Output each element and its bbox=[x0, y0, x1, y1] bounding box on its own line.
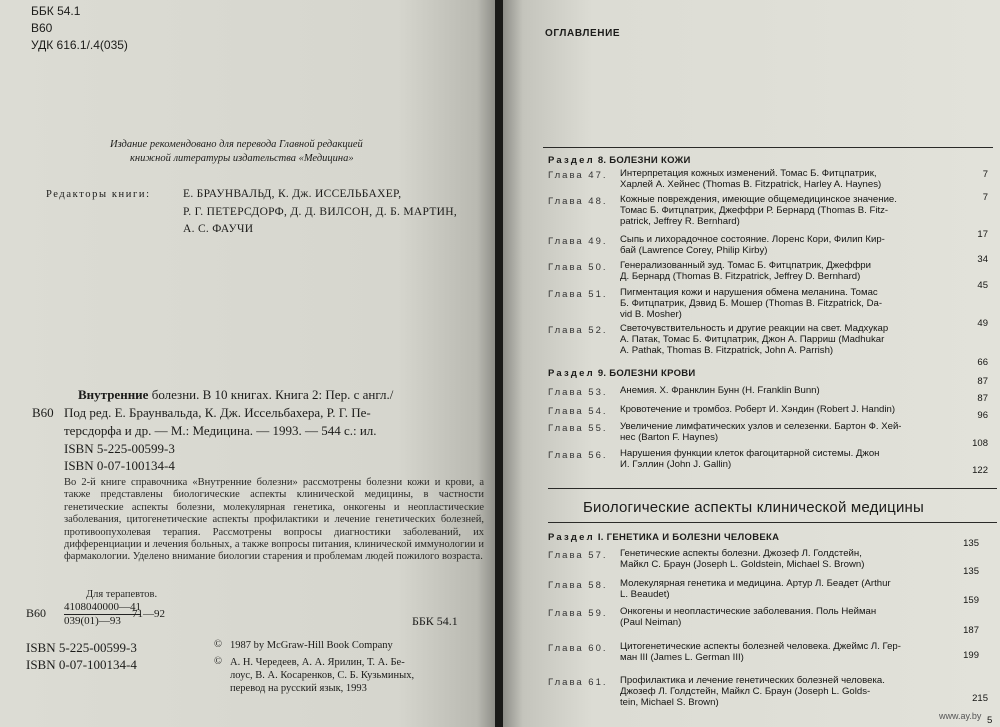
page-number: 135 bbox=[963, 538, 979, 549]
catalog-line: Под ред. Е. Браунвальда, К. Дж. Иссельбахера, Р. Г. Пе- bbox=[64, 405, 371, 420]
left-page bbox=[0, 0, 497, 727]
bbk-bottom: ББК 54.1 bbox=[412, 614, 458, 628]
editors-line: Р. Г. ПЕТЕРСДОРФ, Д. Д. ВИЛСОН, Д. Б. МАРТИН, bbox=[183, 206, 458, 218]
editors-line: А. С. ФАУЧИ bbox=[183, 223, 254, 235]
audience-text: Для терапевтов. bbox=[86, 589, 158, 600]
page-number: 215 bbox=[972, 693, 988, 704]
chapter-text: Майкл С. Браун (Joseph L. Goldstein, Michael S. Brown) bbox=[620, 559, 865, 570]
page-number: 49 bbox=[977, 318, 988, 329]
chapter-text: Молекулярная генетика и медицина. Артур Л. Беадет (Arthur bbox=[620, 578, 891, 589]
isbn-bottom: ISBN 5-225-00599-3 bbox=[26, 640, 137, 655]
chapter-text: И. Гэллин (John J. Gallin) bbox=[620, 459, 732, 470]
toc-header: ОГЛАВЛЕНИЕ bbox=[545, 28, 621, 39]
chapter-text: Цитогенетические аспекты болезней человека. Джеймс Л. Гер- bbox=[620, 641, 901, 652]
watermark: www.ay.by bbox=[939, 711, 982, 721]
section-heading bbox=[548, 532, 779, 543]
part-rule-bottom bbox=[548, 522, 997, 523]
chapter-label: Глава 52. bbox=[548, 325, 608, 336]
copyright-line: А. Н. Чередеев, А. А. Ярилин, Т. А. Бе- bbox=[230, 657, 405, 668]
chapter-text: Генетические аспекты болезни. Джозеф Л. Голдстейн, bbox=[620, 548, 862, 559]
catalog-title bbox=[78, 386, 393, 403]
bib-denominator: 039(01)—93 bbox=[64, 615, 121, 627]
catalog-code: В60 bbox=[32, 405, 54, 420]
page-number: 87 bbox=[977, 393, 988, 404]
part-title: Биологические аспекты клинической медицины bbox=[583, 499, 925, 516]
chapter-text: Кожные повреждения, имеющие общемедицинское значение. bbox=[620, 194, 897, 205]
chapter-text: Профилактика и лечение генетических болезней человека. bbox=[620, 675, 885, 686]
editors-label: Редакторы книги: bbox=[46, 189, 151, 200]
chapter-text: tein, Michael S. Brown) bbox=[620, 697, 719, 708]
part-rule-top bbox=[548, 488, 997, 489]
chapter-text: Сыпь и лихорадочное состояние. Лоренс Кори, Филип Кир- bbox=[620, 234, 885, 245]
chapter-text: vid B. Mosher) bbox=[620, 309, 682, 320]
chapter-text: Д. Бернард (Thomas B. Fitzpatrick, Jeffrey D. Bernhard) bbox=[620, 271, 861, 282]
isbn-bottom: ISBN 0-07-100134-4 bbox=[26, 657, 137, 672]
copyright-symbol: © bbox=[214, 639, 222, 650]
bib-code: В60 bbox=[26, 606, 47, 620]
chapter-label: Глава 50. bbox=[548, 262, 608, 273]
chapter-text: нес (Barton F. Haynes) bbox=[620, 432, 719, 443]
section-title: 9. БОЛЕЗНИ КРОВИ bbox=[597, 368, 696, 379]
section-title: 8. БОЛЕЗНИ КОЖИ bbox=[597, 155, 691, 166]
section-heading bbox=[548, 155, 691, 166]
section-label: Раздел bbox=[548, 155, 595, 166]
section-heading bbox=[548, 368, 696, 379]
chapter-text: А. Патак, Томас Б. Фитцпатрик, Джон А. Парриш (Madhukar bbox=[620, 334, 885, 345]
chapter-label: Глава 57. bbox=[548, 550, 608, 561]
copyright-symbol: © bbox=[214, 656, 222, 667]
chapter-label: Глава 51. bbox=[548, 289, 608, 300]
page-number: 122 bbox=[972, 465, 988, 476]
catalog-title-rest: болезни. В 10 книгах. Книга 2: Пер. с англ./ bbox=[151, 387, 394, 402]
chapter-text: Харлей А. Хейнес (Thomas B. Fitzpatrick, Harley A. Haynes) bbox=[620, 179, 882, 190]
chapter-text: Анемия. Х. Франклин Бунн (H. Franklin Bunn) bbox=[620, 385, 820, 396]
catalog-isbn: ISBN 5-225-00599-3 bbox=[64, 441, 175, 456]
chapter-label: Глава 61. bbox=[548, 677, 608, 688]
chapter-label: Глава 48. bbox=[548, 196, 608, 207]
chapter-text: Джозеф Л. Голдстейн, Майкл С. Браун (Joseph L. Golds- bbox=[620, 686, 871, 697]
chapter-text: Пигментация кожи и нарушения обмена меланина. Томас bbox=[620, 287, 878, 298]
chapter-label: Глава 49. bbox=[548, 236, 608, 247]
page-number: 135 bbox=[963, 566, 979, 577]
chapter-text: бай (Lawrence Corey, Philip Kirby) bbox=[620, 245, 768, 256]
chapter-text: patrick, Jeffrey R. Bernhard) bbox=[620, 216, 740, 227]
toc-divider bbox=[543, 147, 993, 148]
bib-suffix: 71—92 bbox=[132, 608, 165, 620]
annotation-text: Во 2-й книге справочника «Внутренние болезни» рассмотрены болезни кожи и крови, а также представлены биологические аспекты клинической медицины, в частности генетические аспекты болезни, молекулярная генетика, онкогены и неопластические заболевания, цитогенетические аспекты профилактики и лечение генетических болезней, противоопухолевая терапия. Рассмотрены вопросы диагностики заболеваний, их дифференциации и лечения больных, а также вопросы питания, клинической иммунологии и фармакологии. Уделено внимание биологии старения и проблемам людей пожилого возраста. bbox=[64, 477, 484, 563]
page-number: 45 bbox=[977, 280, 988, 291]
editors-line: Е. БРАУНВАЛЬД, К. Дж. ИССЕЛЬБАХЕР, bbox=[183, 188, 402, 200]
section-label: Раздел bbox=[548, 368, 595, 379]
chapter-text: Увеличение лимфатических узлов и селезенки. Бартон Ф. Хей- bbox=[620, 421, 902, 432]
chapter-label: Глава 53. bbox=[548, 387, 608, 398]
chapter-label: Глава 60. bbox=[548, 643, 608, 654]
recommendation-line: книжной литературы издательства «Медицина» bbox=[130, 153, 354, 164]
chapter-text: L. Beaudet) bbox=[620, 589, 670, 600]
chapter-text: Интерпретация кожных изменений. Томас Б. Фитцпатрик, bbox=[620, 168, 877, 179]
chapter-text: (Paul Neiman) bbox=[620, 617, 682, 628]
chapter-text: Б. Фитцпатрик, Дэвид Б. Мошер (Thomas B. Fitzpatrick, Da- bbox=[620, 298, 883, 309]
catalog-line: терсдорфа и др. — М.: Медицина. — 1993. — 544 с.: ил. bbox=[64, 423, 377, 438]
chapter-text: Генерализованный зуд. Томас Б. Фитцпатрик, Джеффри bbox=[620, 260, 871, 271]
page-number: 199 bbox=[963, 650, 979, 661]
page-number: 34 bbox=[977, 254, 988, 265]
author-sign: В60 bbox=[31, 21, 53, 35]
bib-numerator: 4108040000—41 bbox=[64, 601, 141, 613]
chapter-text: Кровотечение и тромбоз. Роберт И. Хэндин (Robert J. Handin) bbox=[620, 404, 896, 415]
chapter-label: Глава 47. bbox=[548, 170, 608, 181]
copyright-line: лоус, В. А. Косаренков, С. Б. Кузьминых, bbox=[230, 670, 415, 681]
copyright-line: перевод на русский язык, 1993 bbox=[230, 683, 367, 694]
chapter-label: Глава 59. bbox=[548, 608, 608, 619]
chapter-label: Глава 58. bbox=[548, 580, 608, 591]
page-number: 7 bbox=[982, 192, 988, 203]
udk-code: УДК 616.1/.4(035) bbox=[31, 38, 128, 52]
chapter-text: Томас Б. Фитцпатрик, Джеффри Р. Бернард (Thomas B. Fitz- bbox=[620, 205, 889, 216]
chapter-text: Нарушения функции клеток фагоцитарной системы. Джон bbox=[620, 448, 880, 459]
page-number: 17 bbox=[977, 229, 988, 240]
page-number: 187 bbox=[963, 625, 979, 636]
catalog-title-bold: Внутренние bbox=[78, 387, 149, 402]
page-number: 66 bbox=[977, 357, 988, 368]
chapter-text: ман III (James L. German III) bbox=[620, 652, 744, 663]
page-number: 159 bbox=[963, 595, 979, 606]
page-number: 108 bbox=[972, 438, 988, 449]
section-label: Раздел bbox=[548, 532, 595, 543]
page-number: 87 bbox=[977, 376, 988, 387]
recommendation-line: Издание рекомендовано для перевода Главной редакцией bbox=[110, 139, 363, 150]
copyright-line: 1987 by McGraw-Hill Book Company bbox=[230, 640, 393, 651]
chapter-label: Глава 56. bbox=[548, 450, 608, 461]
catalog-isbn: ISBN 0-07-100134-4 bbox=[64, 458, 175, 473]
section-title: I. ГЕНЕТИКА И БОЛЕЗНИ ЧЕЛОВЕКА bbox=[597, 532, 780, 543]
bbk-code: ББК 54.1 bbox=[31, 4, 81, 18]
page-number: 7 bbox=[982, 169, 988, 180]
chapter-label: Глава 54. bbox=[548, 406, 608, 417]
chapter-text: Светочувствительность и другие реакции на свет. Мадхукар bbox=[620, 323, 889, 334]
right-page bbox=[503, 0, 1000, 727]
page-number: 96 bbox=[977, 410, 988, 421]
chapter-label: Глава 55. bbox=[548, 423, 608, 434]
chapter-text: Онкогены и неопластические заболевания. Поль Нейман bbox=[620, 606, 877, 617]
folio-number: 5 bbox=[987, 715, 993, 726]
chapter-text: A. Pathak, Thomas B. Fitzpatrick, John A. Parrish) bbox=[620, 345, 834, 356]
